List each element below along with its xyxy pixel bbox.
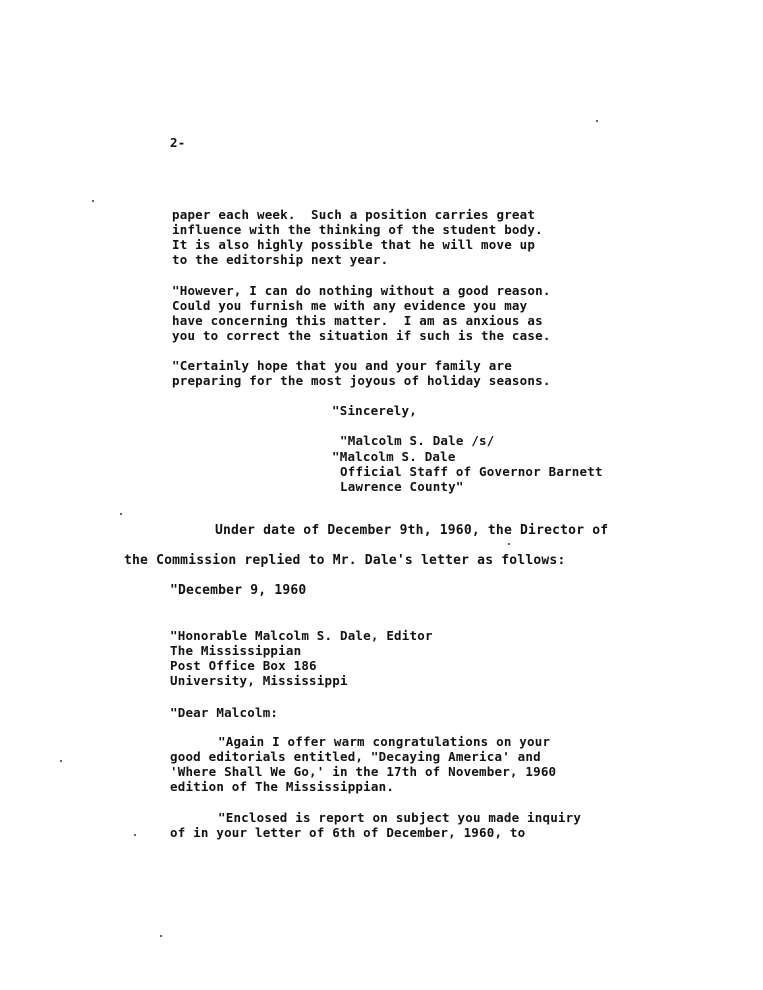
text-line: you to correct the situation if such is the case. <box>172 328 551 343</box>
text-line: "Malcolm S. Dale <box>332 449 456 464</box>
text-line: University, Mississippi <box>170 673 348 688</box>
reply-date: "December 9, 1960 <box>170 583 307 598</box>
text-line: Lawrence County" <box>340 479 464 494</box>
text-line: "Malcolm S. Dale /s/ <box>340 433 495 448</box>
text-line: It is also highly possible that he will move up <box>172 237 536 252</box>
text-line: 'Where Shall We Go,' in the 17th of November, 1960 <box>170 764 557 779</box>
text-line: Official Staff of Governor Barnett <box>340 464 603 479</box>
text-line: edition of The Mississippian. <box>170 779 395 794</box>
scan-speck <box>92 200 94 202</box>
text-line: "Enclosed is report on subject you made inquiry <box>218 810 582 825</box>
salutation: "Dear Malcolm: <box>170 705 279 720</box>
scan-speck <box>160 935 162 937</box>
text-line: the Commission replied to Mr. Dale's letter as follows: <box>124 553 566 568</box>
text-line: to the editorship next year. <box>172 252 389 267</box>
text-line: preparing for the most joyous of holiday seasons. <box>172 373 551 388</box>
scan-speck <box>120 513 122 515</box>
text-line: "Honorable Malcolm S. Dale, Editor <box>170 628 433 643</box>
page-number: 2- <box>170 135 186 150</box>
text-line: influence with the thinking of the student body. <box>172 222 543 237</box>
text-line: good editorials entitled, "Decaying America' and <box>170 749 541 764</box>
scan-speck <box>508 543 510 545</box>
text-line: "However, I can do nothing without a good reason. <box>172 283 551 298</box>
scan-speck <box>134 834 136 836</box>
scan-speck <box>60 760 62 762</box>
scan-speck <box>596 120 598 122</box>
text-line: have concerning this matter. I am as anxious as <box>172 313 543 328</box>
text-line: Could you furnish me with any evidence you may <box>172 298 528 313</box>
text-line: of in your letter of 6th of December, 1960, to <box>170 825 526 840</box>
text-line: "Certainly hope that you and your family are <box>172 358 512 373</box>
text-line: Post Office Box 186 <box>170 658 317 673</box>
text-line: Under date of December 9th, 1960, the Director of <box>215 523 609 538</box>
text-line: paper each week. Such a position carries great <box>172 207 536 222</box>
text-line: The Mississippian <box>170 643 302 658</box>
closing: "Sincerely, <box>332 403 417 418</box>
text-line: "Again I offer warm congratulations on your <box>218 734 551 749</box>
